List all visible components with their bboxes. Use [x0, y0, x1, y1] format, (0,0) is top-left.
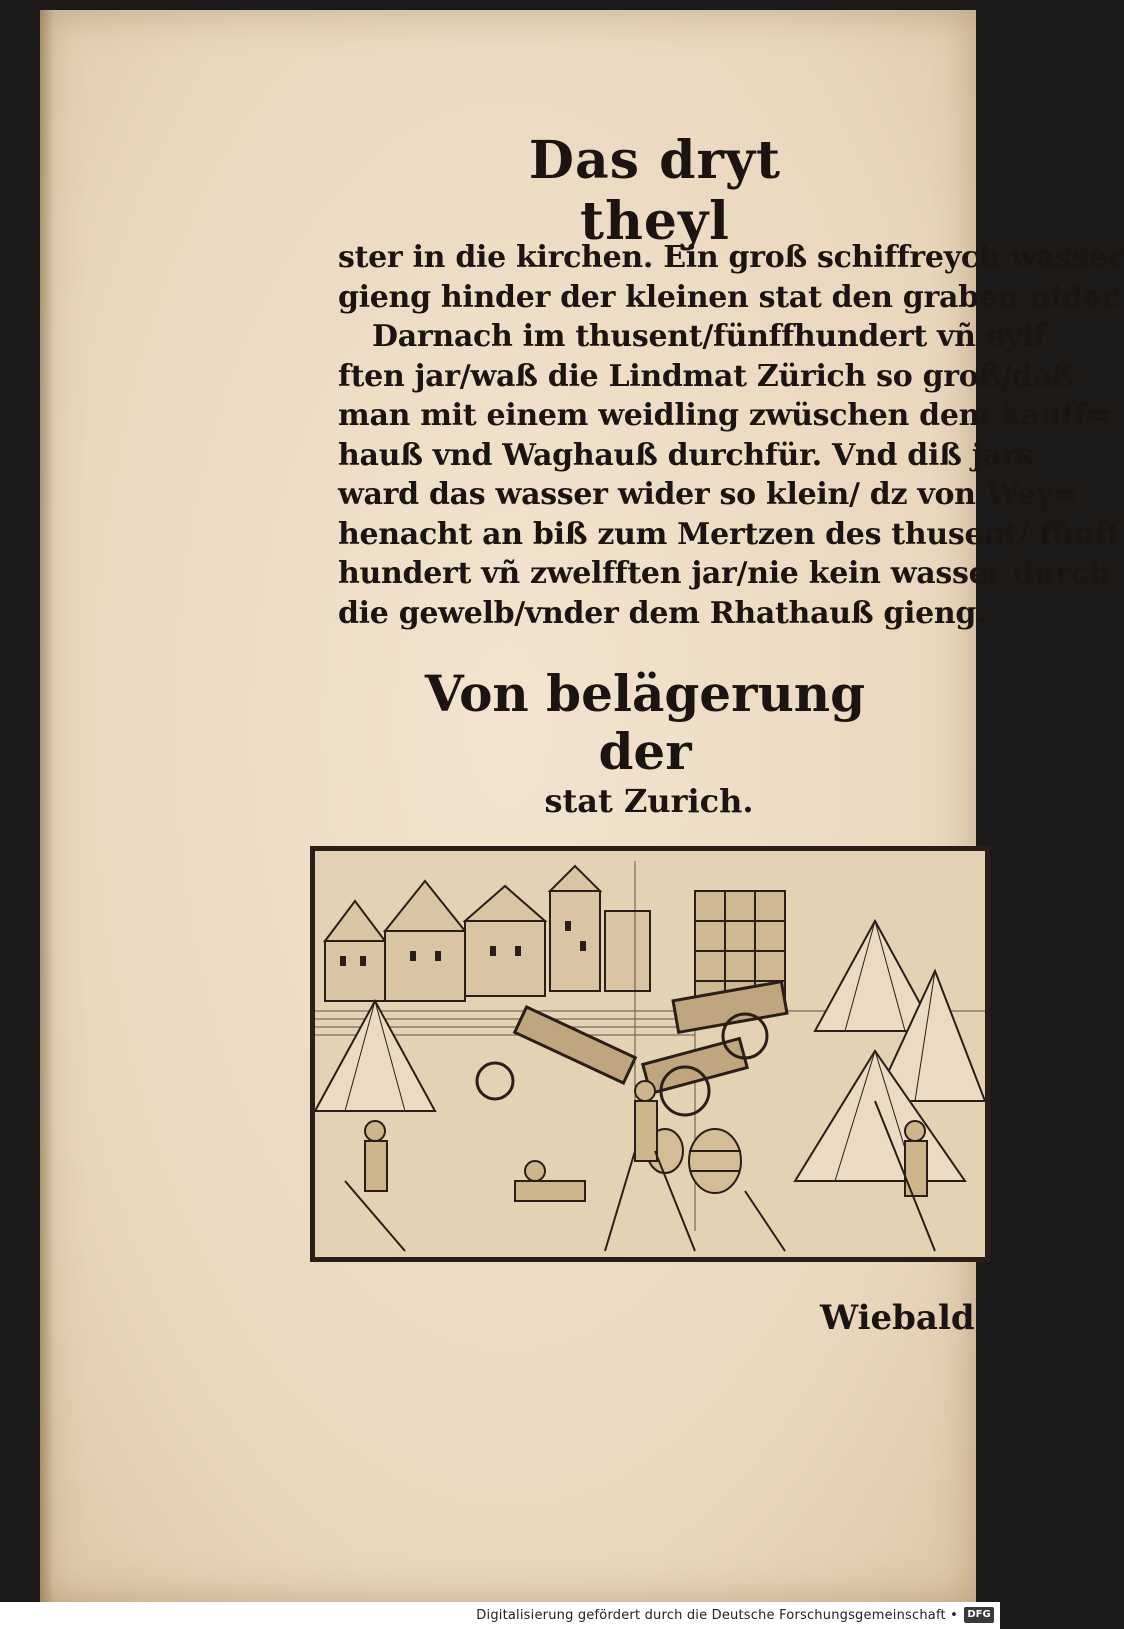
text-line: ster in die kirchen. Ein groß schiffreych wasser: [338, 240, 1123, 275]
section-heading-line-2: stat Zurich.: [544, 782, 754, 820]
text-line: ften jar/waß die Lindmat Zürich so groß/daß: [338, 358, 1074, 394]
text-line: henacht an biß zum Mertzen des thusent/ fünff: [338, 516, 1120, 552]
text-line: die gewelb/vnder dem Rhathauß gieng.: [338, 595, 987, 631]
running-head: Das dryt theyl: [528, 130, 782, 252]
catchword: Wiebald: [820, 1298, 975, 1338]
body-text: [338, 238, 1124, 633]
text-line: hundert vñ zwelfften jar/nie kein wasser durch: [338, 556, 1111, 591]
digitization-footer: [0, 1602, 1000, 1629]
section-heading: [420, 665, 870, 821]
text-line: ward das wasser wider so klein/ dz von Wey=: [338, 477, 1078, 512]
text-line: hauß vnd Waghauß durchfür. Vnd diß jars: [338, 437, 1034, 473]
woodcut-illustration: [310, 846, 990, 1262]
text-line: gieng hinder der kleinen stat den graben nider.: [338, 279, 1124, 315]
text-line: Darnach im thusent/fünffhundert vñ eylf: [372, 319, 1046, 354]
siege-scene-woodcut: [315, 851, 985, 1257]
text-line: man mit einem weidling zwüschen dem kauff=: [338, 398, 1112, 433]
footer-credit: Digitalisierung gefördert durch die Deutsche Forschungsgemeinschaft •: [476, 1608, 958, 1623]
dfg-logo: DFG: [964, 1607, 994, 1623]
section-heading-line-1: Von belägerung der: [424, 664, 866, 781]
book-page: [40, 10, 1124, 1602]
page-gutter-shadow: [40, 10, 54, 1602]
